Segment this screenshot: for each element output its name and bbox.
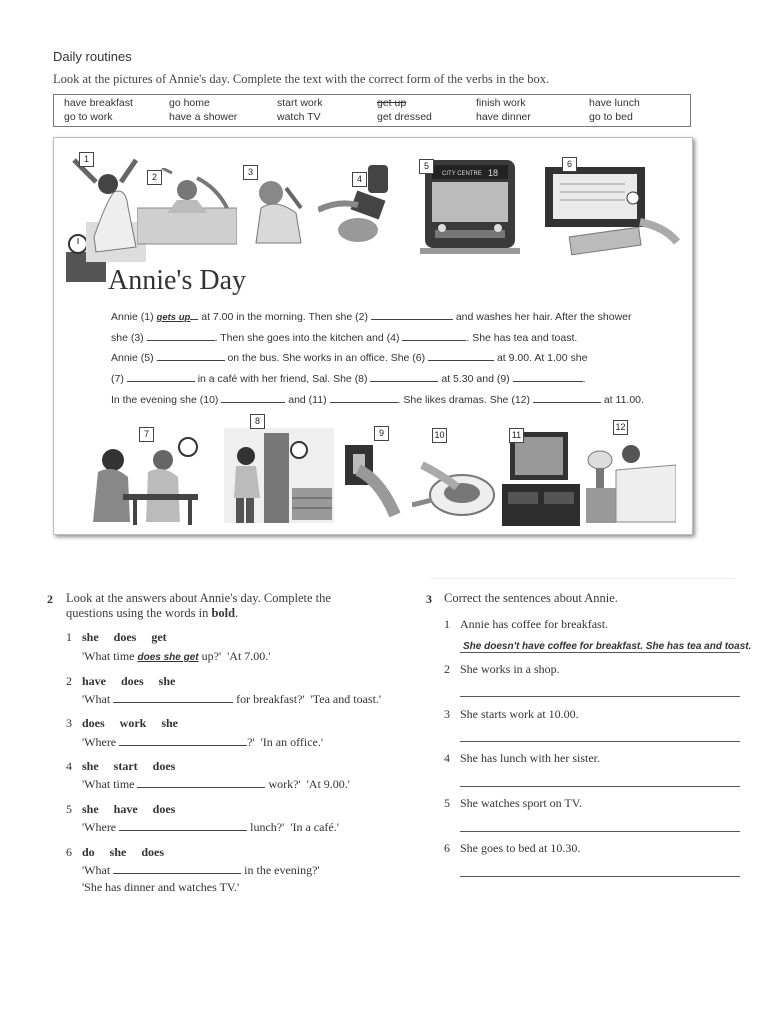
picture-number: 12 <box>613 420 628 435</box>
story-line-4: (7) in a café with her friend, Sal. She (8) at 5.30 and (9) . <box>111 373 586 385</box>
picture-number: 2 <box>147 170 162 185</box>
section-divider <box>430 578 735 579</box>
question-line: 'Where ?' 'In an office.' <box>82 735 324 749</box>
exercise3-instruction: Correct the sentences about Annie. <box>444 591 618 605</box>
question-number: 2 <box>66 674 72 688</box>
verb-item: finish work <box>476 97 526 109</box>
verb-item: have breakfast <box>64 97 133 109</box>
picture-watch-tv <box>502 432 582 532</box>
sentence-number: 3 <box>444 707 450 721</box>
sentence-number: 5 <box>444 796 450 810</box>
verb-item: have lunch <box>589 97 640 109</box>
story-line-5: In the evening she (10) and (11) . She likes dramas. She (12) at 11.00. <box>111 394 644 406</box>
question-words: does work she <box>82 716 179 730</box>
answer-line <box>460 741 740 742</box>
question-line: 'What in the evening?' <box>82 863 320 877</box>
question-words: she start does <box>82 759 176 773</box>
picture-go-home <box>224 428 334 531</box>
picture-dinner <box>412 445 497 525</box>
picture-office <box>545 162 680 262</box>
bus-sign-text: CITY CENTRE <box>442 171 482 177</box>
question-number: 4 <box>66 759 72 773</box>
sentence-number: 6 <box>444 841 450 855</box>
exercise2-instruction-line2: questions using the words in bold. <box>66 606 239 620</box>
picture-number: 1 <box>79 152 94 167</box>
picture-bus <box>420 160 520 263</box>
question-line: 'What time does she get up?' 'At 7.00.' <box>82 649 271 663</box>
picture-number: 10 <box>432 428 447 443</box>
question-line: 'What for breakfast?' 'Tea and toast.' <box>82 692 382 706</box>
question-number: 5 <box>66 802 72 816</box>
picture-number: 3 <box>243 165 258 180</box>
exercise-number: 3 <box>426 592 432 606</box>
question-words: she does get <box>82 630 167 644</box>
story-heading: Annie's Day <box>108 265 247 296</box>
picture-get-dressed <box>246 168 306 253</box>
verb-item: have dinner <box>476 111 531 123</box>
picture-finish-work <box>340 440 402 527</box>
exercise-number: 2 <box>47 592 53 606</box>
verb-item: get dressed <box>377 111 432 123</box>
question-line: 'Where lunch?' 'In a café.' <box>82 820 339 834</box>
sentence-number: 1 <box>444 617 450 631</box>
question-words: she have does <box>82 802 176 816</box>
picture-lunch <box>68 432 208 532</box>
verb-item: have a shower <box>169 111 238 123</box>
answer-line <box>460 696 740 697</box>
question-line: 'What time work?' 'At 9.00.' <box>82 777 350 791</box>
example-answer: gets up <box>156 312 191 323</box>
bus-number-text: 18 <box>488 168 499 178</box>
question-number: 6 <box>66 845 72 859</box>
story-line-3: Annie (5) on the bus. She works in an office. She (6) at 9.00. At 1.00 she <box>111 352 588 364</box>
sentence-text: Annie has coffee for breakfast. <box>460 617 609 631</box>
sentence-text: She watches sport on TV. <box>460 796 582 810</box>
example-answer: She doesn't have coffee for breakfast. She has tea and toast. <box>463 641 752 652</box>
verb-item: go home <box>169 97 210 109</box>
question-words: do she does <box>82 845 165 859</box>
picture-number: 9 <box>374 426 389 441</box>
picture-number: 4 <box>352 172 367 187</box>
exercise2-instruction-line1: Look at the answers about Annie's day. Complete the <box>66 591 331 605</box>
sentence-number: 4 <box>444 751 450 765</box>
sentence-text: She works in a shop. <box>460 662 560 676</box>
verb-box <box>53 94 691 127</box>
answer-line <box>460 831 740 832</box>
question-words: have does she <box>82 674 176 688</box>
story-line-2: she (3) . Then she goes into the kitchen and (4) . She has tea and toast. <box>111 332 578 344</box>
question-number: 1 <box>66 630 72 644</box>
story-line-1: Annie (1) gets up at 7.00 in the morning. Then she (2) and washes her hair. After the shower <box>111 311 632 323</box>
answer-line <box>460 652 740 653</box>
answer-line <box>460 876 740 877</box>
sentence-text: She goes to bed at 10.30. <box>460 841 581 855</box>
picture-number: 8 <box>250 414 265 429</box>
verb-item: start work <box>277 97 323 109</box>
picture-go-to-bed <box>586 430 676 530</box>
sentence-text: She starts work at 10.00. <box>460 707 579 721</box>
question-reply: 'She has dinner and watches TV.' <box>82 880 240 894</box>
question-number: 3 <box>66 716 72 730</box>
example-answer: does she get <box>137 652 199 663</box>
verb-item: go to bed <box>589 111 633 123</box>
verb-item-crossed: get up <box>377 97 407 109</box>
verb-item: go to work <box>64 111 113 123</box>
sentence-text: She has lunch with her sister. <box>460 751 600 765</box>
picture-number: 11 <box>509 428 524 443</box>
picture-number: 7 <box>139 427 154 442</box>
verb-item: watch TV <box>277 111 321 123</box>
instruction-text: Look at the pictures of Annie's day. Complete the text with the correct form of the verbs in the box. <box>53 72 550 86</box>
answer-line <box>460 786 740 787</box>
sentence-number: 2 <box>444 662 450 676</box>
picture-number: 5 <box>419 159 434 174</box>
picture-number: 6 <box>562 157 577 172</box>
section-title: Daily routines <box>53 49 132 64</box>
